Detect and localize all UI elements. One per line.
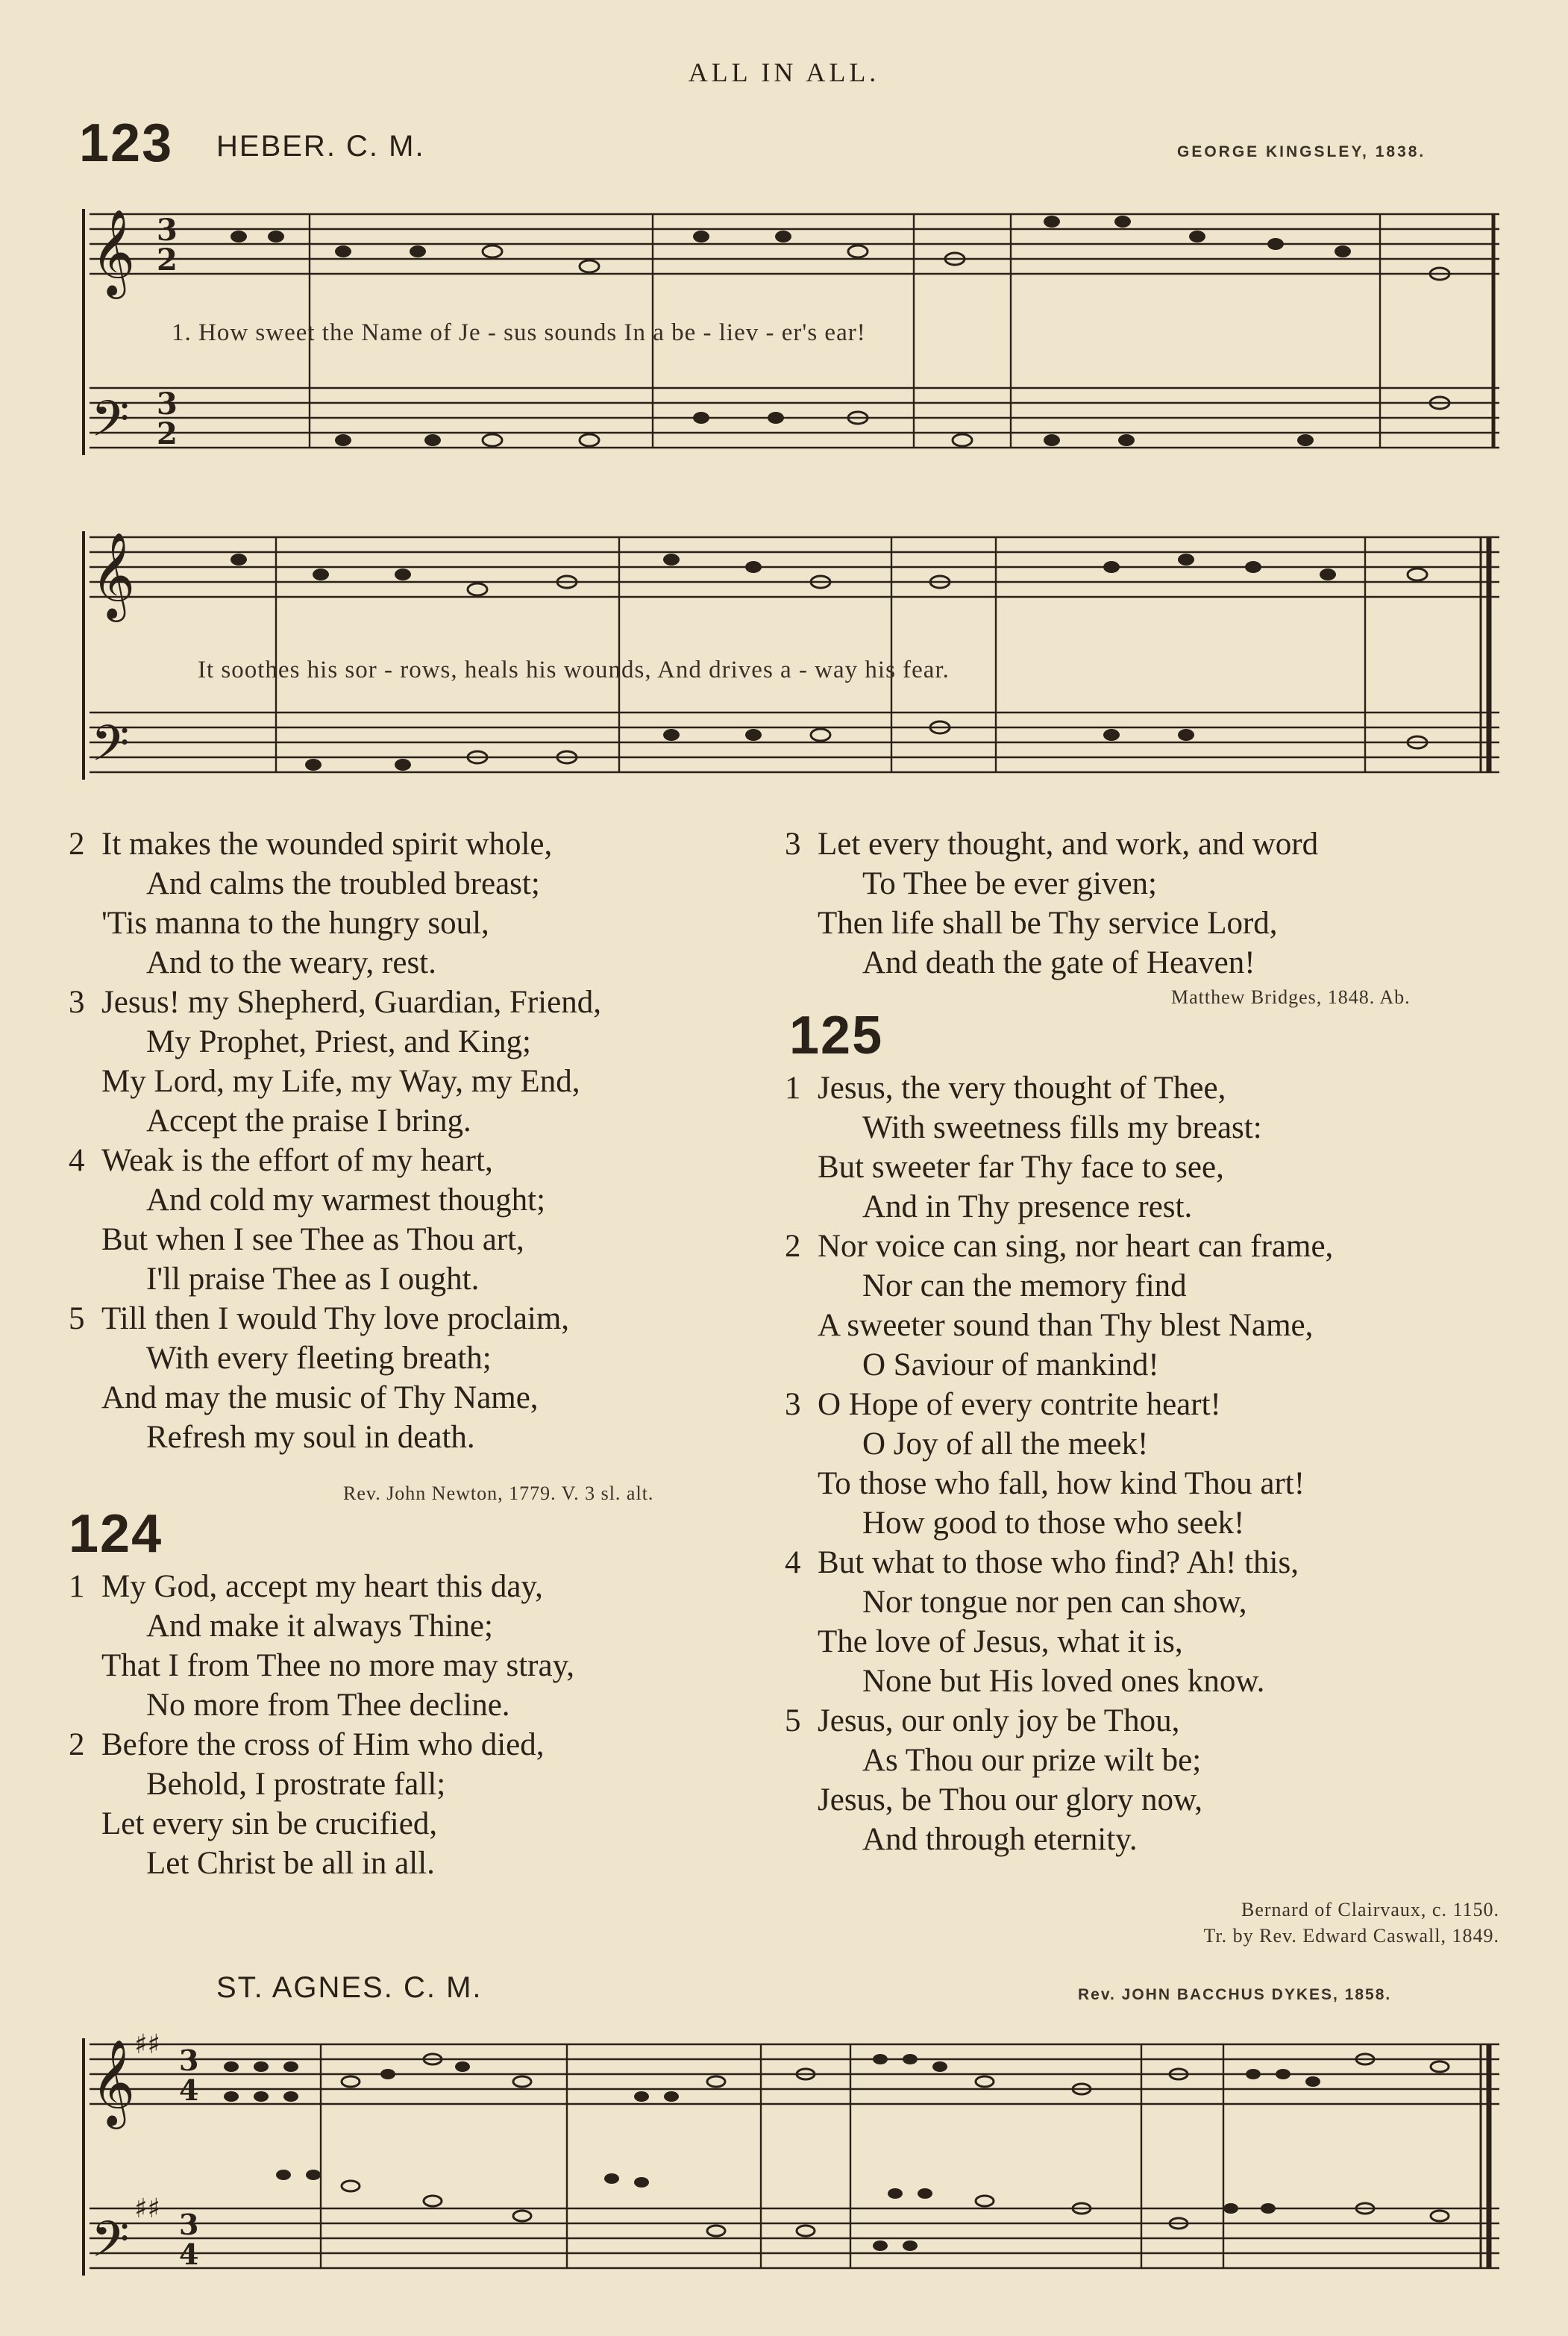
verse-line: And through eternity. bbox=[862, 1822, 1138, 1857]
verse-line: And calms the troubled breast; bbox=[146, 866, 540, 901]
verse-line: And make it always Thine; bbox=[146, 1609, 493, 1644]
verse-text: Nor voice can sing, nor heart can frame, bbox=[818, 1229, 1334, 1264]
verse-line: As Thou our prize wilt be; bbox=[862, 1743, 1202, 1778]
verse-line: And to the weary, rest. bbox=[146, 945, 436, 980]
composer-st-agnes: Rev. JOHN BACCHUS DYKES, 1858. bbox=[1078, 1986, 1392, 2003]
verse-line: Jesus, be Thou our glory now, bbox=[818, 1782, 1202, 1817]
svg-text:3: 3 bbox=[157, 386, 178, 422]
verse-text: Before the cross of Him who died, bbox=[101, 1727, 545, 1762]
svg-text:𝄞: 𝄞 bbox=[91, 2038, 136, 2126]
verse-number: 4 bbox=[785, 1545, 801, 1580]
verse-line: With sweetness fills my breast: bbox=[862, 1110, 1262, 1145]
verse-line: 'Tis manna to the hungry soul, bbox=[101, 906, 489, 941]
verse-line: O Saviour of mankind! bbox=[862, 1347, 1159, 1383]
verse-line: To those who fall, how kind Thou art! bbox=[818, 1466, 1305, 1501]
verse-line: Behold, I prostrate fall; bbox=[146, 1767, 446, 1802]
hymn-123-lyric-line-2: It soothes his sor - rows, heals his wounds, And drives a - way his fear. bbox=[198, 657, 950, 683]
verse-text: But what to those who find? Ah! this, bbox=[818, 1545, 1299, 1580]
hymn-125-attribution-1: Bernard of Clairvaux, c. 1150. bbox=[1241, 1899, 1499, 1920]
verse-line: The love of Jesus, what it is, bbox=[818, 1624, 1183, 1659]
verse-number: 2 bbox=[69, 1727, 85, 1762]
verse-line: Nor can the memory find bbox=[862, 1268, 1187, 1303]
hymn-123-attribution: Rev. John Newton, 1779. V. 3 sl. alt. bbox=[343, 1482, 654, 1504]
verse-line: A sweeter sound than Thy blest Name, bbox=[818, 1308, 1314, 1343]
verse-line: Refresh my soul in death. bbox=[146, 1420, 475, 1455]
verse-line: But sweeter far Thy face to see, bbox=[818, 1150, 1224, 1185]
verse-line: None but His loved ones know. bbox=[862, 1664, 1265, 1699]
verse-line: And cold my warmest thought; bbox=[146, 1183, 546, 1218]
verse-line: And in Thy presence rest. bbox=[862, 1189, 1193, 1224]
hymn-124-attribution: Matthew Bridges, 1848. Ab. bbox=[1171, 986, 1411, 1008]
verse-text: Jesus! my Shepherd, Guardian, Friend, bbox=[101, 985, 601, 1020]
hymn-123-lyric-line-1: 1. How sweet the Name of Je - sus sounds In a be - liev - er's ear! bbox=[172, 319, 866, 346]
verse-text: My God, accept my heart this day, bbox=[101, 1569, 543, 1604]
svg-text:𝄞: 𝄞 bbox=[91, 531, 136, 619]
running-head: ALL IN ALL. bbox=[688, 57, 880, 87]
verse-line: No more from Thee decline. bbox=[146, 1688, 510, 1723]
verse-line: O Joy of all the meek! bbox=[862, 1427, 1149, 1462]
svg-text:♯♯: ♯♯ bbox=[134, 2193, 160, 2224]
svg-text:3: 3 bbox=[157, 213, 178, 248]
verse-number: 5 bbox=[785, 1703, 801, 1738]
verse-text: O Hope of every contrite heart! bbox=[818, 1387, 1221, 1422]
verse-line: And may the music of Thy Name, bbox=[101, 1380, 539, 1415]
svg-text:2: 2 bbox=[157, 242, 178, 278]
verse-text: Let every thought, and work, and word bbox=[818, 827, 1319, 862]
hymn-number-123: 123 bbox=[79, 113, 174, 173]
verse-text: Weak is the effort of my heart, bbox=[101, 1143, 493, 1178]
verse-text: It makes the wounded spirit whole, bbox=[101, 827, 553, 862]
verse-text: Jesus, the very thought of Thee, bbox=[818, 1071, 1226, 1106]
verse-number: 5 bbox=[69, 1301, 85, 1336]
verse-line: Nor tongue nor pen can show, bbox=[862, 1585, 1247, 1620]
svg-text:𝄢: 𝄢 bbox=[91, 390, 130, 460]
verse-number: 3 bbox=[785, 1387, 801, 1422]
svg-text:𝄞: 𝄞 bbox=[91, 208, 136, 295]
tune-name-st-agnes: ST. AGNES. C. M. bbox=[216, 1971, 483, 2004]
verse-line: My Lord, my Life, my Way, my End, bbox=[101, 1064, 580, 1099]
verse-text: Till then I would Thy love proclaim, bbox=[101, 1301, 570, 1336]
svg-text:𝄢: 𝄢 bbox=[91, 715, 130, 784]
verse-number: 3 bbox=[69, 985, 85, 1020]
verse-number: 4 bbox=[69, 1143, 85, 1178]
verse-line: Then life shall be Thy service Lord, bbox=[818, 906, 1278, 941]
verse-line: Accept the praise I bring. bbox=[146, 1103, 471, 1139]
verse-line: Let every sin be crucified, bbox=[101, 1806, 438, 1841]
verse-line: And death the gate of Heaven! bbox=[862, 945, 1255, 980]
svg-text:𝄢: 𝄢 bbox=[91, 2211, 130, 2280]
svg-text:3: 3 bbox=[179, 2208, 199, 2241]
verse-number: 2 bbox=[69, 827, 85, 862]
svg-text:4: 4 bbox=[179, 2073, 199, 2107]
verse-line: How good to those who seek! bbox=[862, 1506, 1245, 1541]
verse-number: 3 bbox=[785, 827, 801, 862]
verse-line: But when I see Thee as Thou art, bbox=[101, 1222, 524, 1257]
verse-number: 2 bbox=[785, 1229, 801, 1264]
verse-line: Let Christ be all in all. bbox=[146, 1846, 435, 1881]
verse-line: I'll praise Thee as I ought. bbox=[146, 1262, 480, 1297]
verse-number: 1 bbox=[785, 1071, 801, 1106]
hymn-number-125: 125 bbox=[789, 1006, 884, 1065]
verse-line: That I from Thee no more may stray, bbox=[101, 1648, 575, 1683]
hymn-number-124: 124 bbox=[69, 1504, 163, 1564]
svg-text:3: 3 bbox=[179, 2044, 199, 2077]
verse-line: My Prophet, Priest, and King; bbox=[146, 1024, 531, 1059]
composer-heber: GEORGE KINGSLEY, 1838. bbox=[1177, 143, 1426, 160]
svg-text:4: 4 bbox=[179, 2238, 199, 2271]
svg-text:♯♯: ♯♯ bbox=[134, 2029, 160, 2060]
hymn-125-attribution-2: Tr. by Rev. Edward Caswall, 1849. bbox=[1203, 1925, 1499, 1947]
tune-name-heber: HEBER. C. M. bbox=[216, 130, 425, 163]
verse-line: To Thee be ever given; bbox=[862, 866, 1157, 901]
verse-line: With every fleeting breath; bbox=[146, 1341, 492, 1376]
verse-text: Jesus, our only joy be Thou, bbox=[818, 1703, 1180, 1738]
verse-number: 1 bbox=[69, 1569, 85, 1604]
svg-text:2: 2 bbox=[157, 416, 178, 451]
